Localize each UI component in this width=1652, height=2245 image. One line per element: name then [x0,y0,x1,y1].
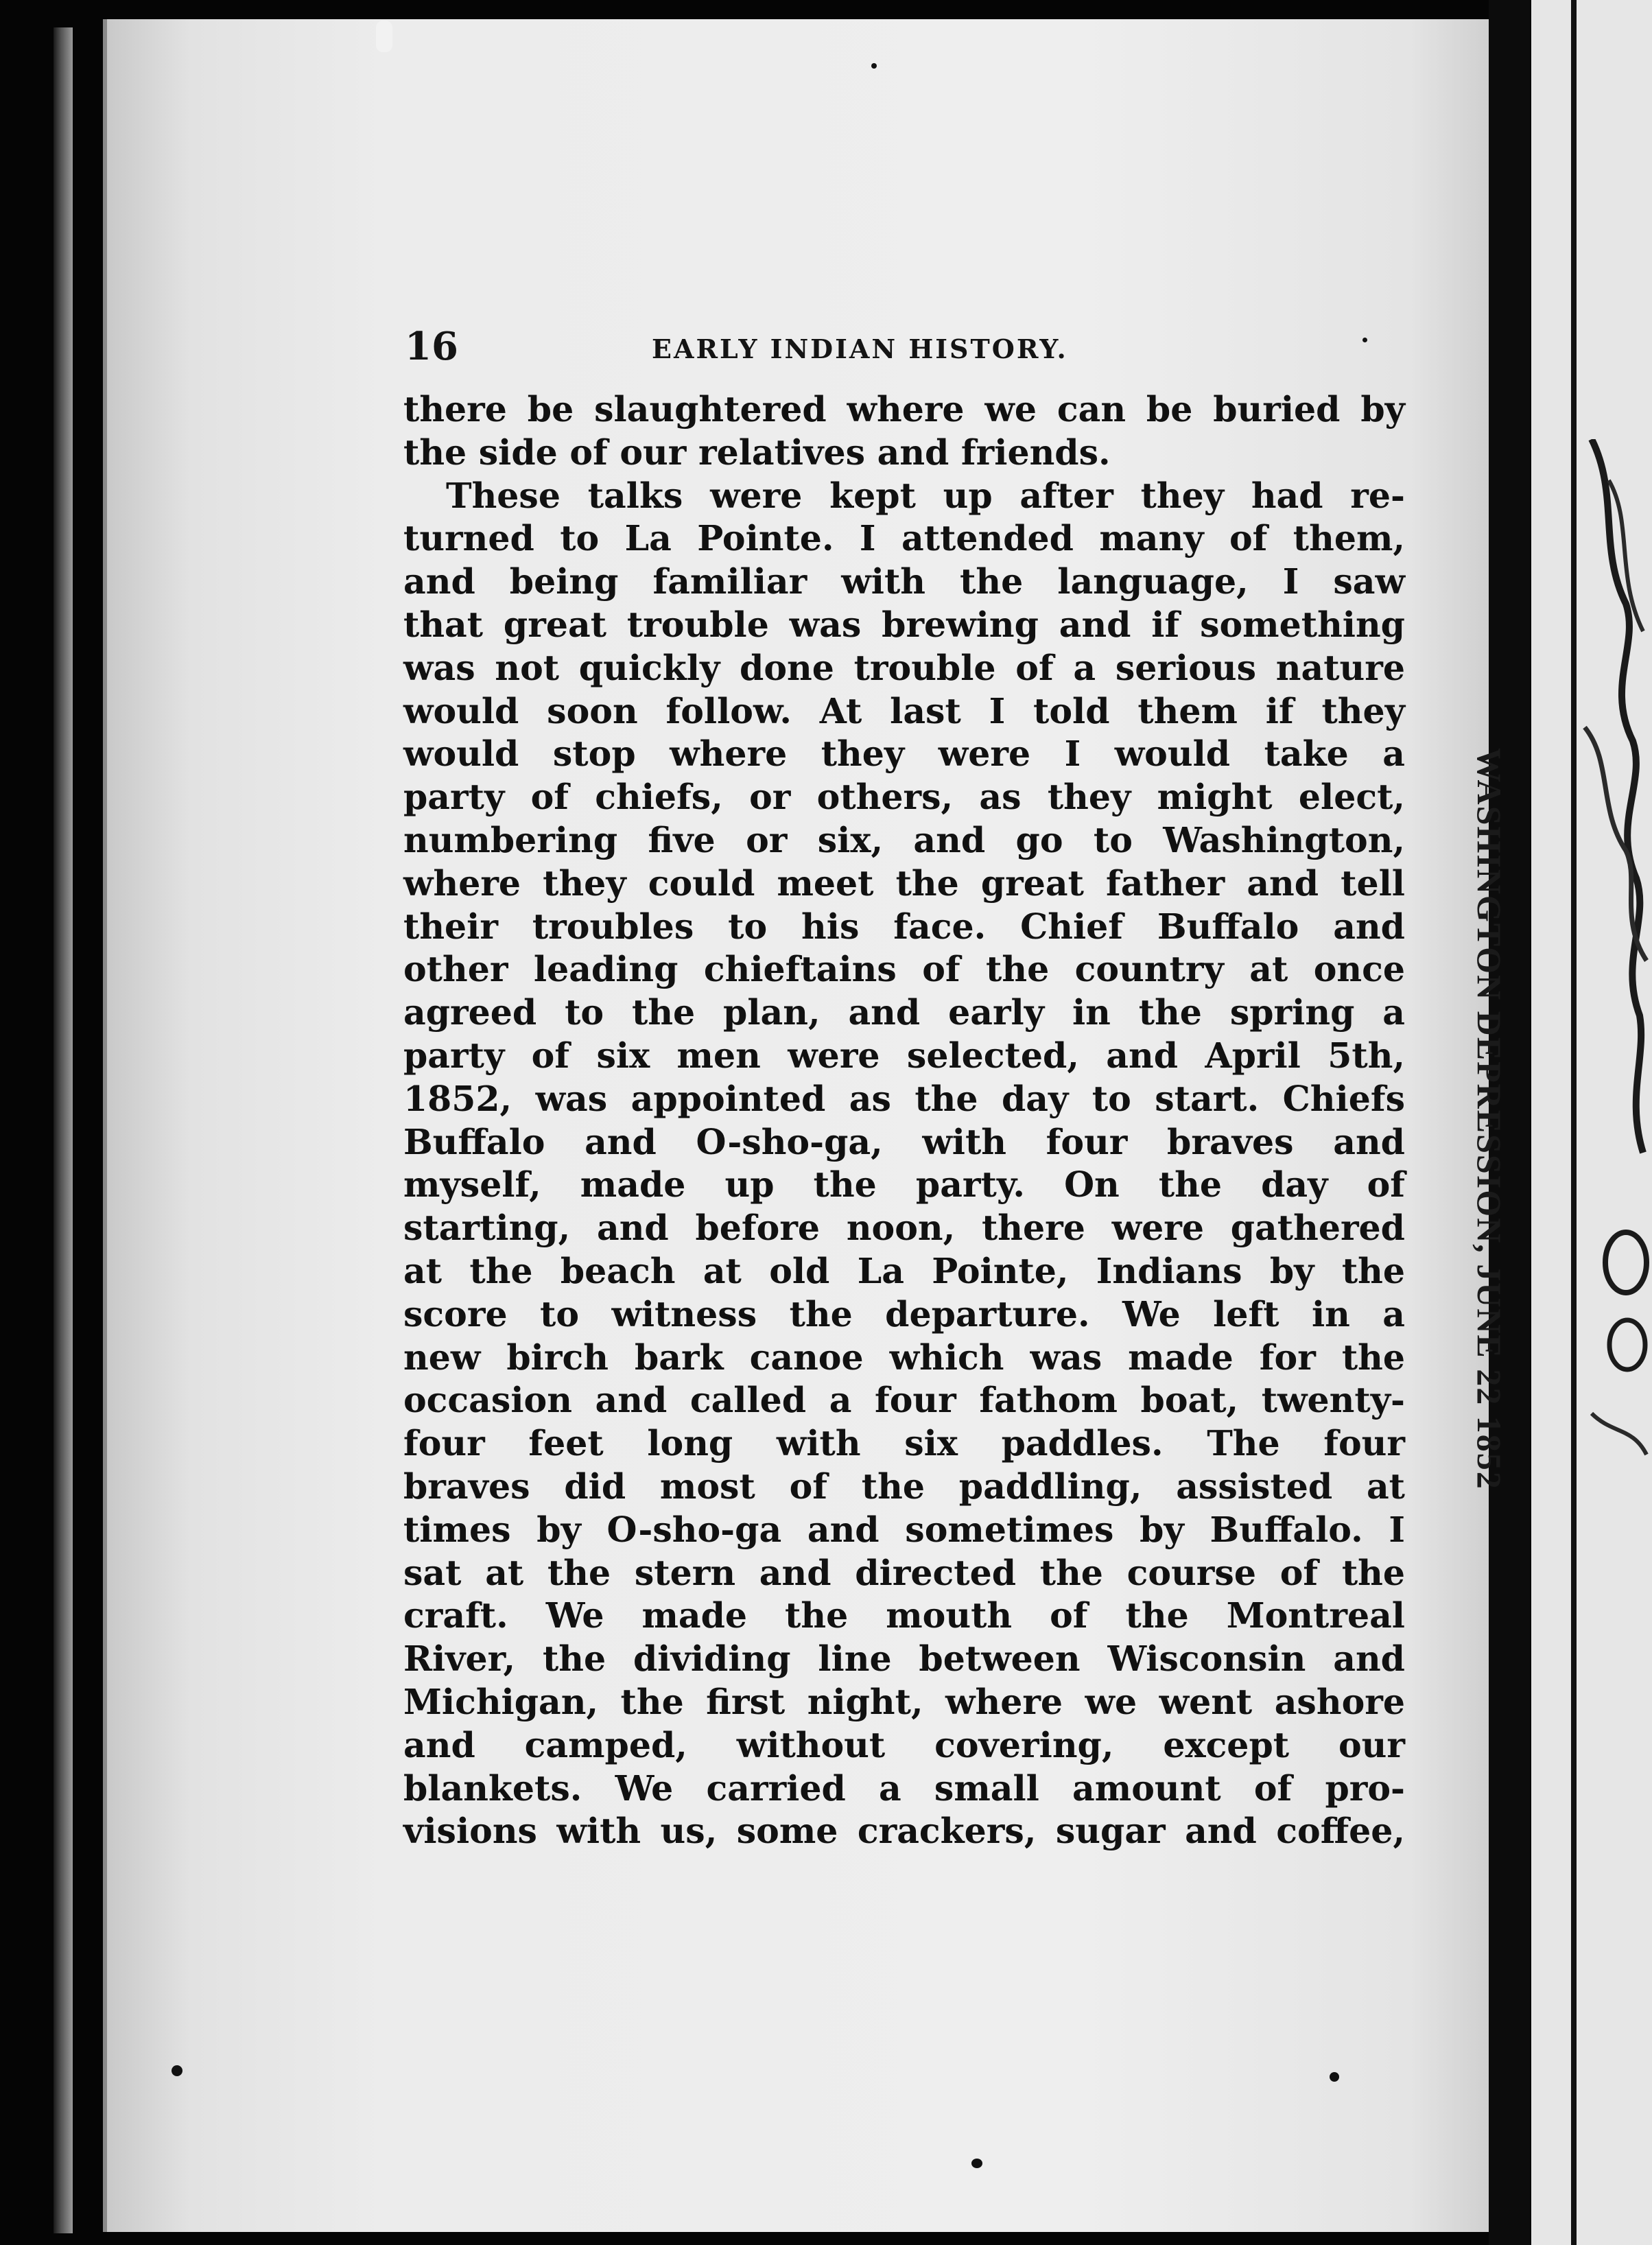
text-line: and camped, without covering, except our [403,1724,1405,1765]
print-speck [1362,338,1367,342]
text-line: occasion and called a four fathom boat, twenty- [403,1380,1405,1421]
text-line: would stop where they were I would take a [403,733,1405,775]
text-line: new birch bark canoe which was made for the [403,1337,1405,1378]
text-line: at the beach at old La Pointe, Indians by the [403,1250,1405,1291]
text-line: blankets. We carried a small amount of pro- [403,1767,1405,1809]
text-line: party of chiefs, or others, as they might elect, [403,777,1405,818]
adjacent-page-rule [1571,0,1577,2245]
text-line: the side of our relatives and friends. [403,432,1111,473]
text-line: These talks were kept up after they had re- [446,475,1405,516]
text-line: their troubles to his face. Chief Buffalo and [403,906,1405,947]
text-line: party of six men were selected, and April 5th, [403,1035,1405,1076]
text-line: that great trouble was brewing and if something [403,604,1405,645]
text-line: numbering five or six, and go to Washington, [403,819,1405,860]
adjacent-page-illustration [1578,439,1652,1509]
text-line: sat at the stern and directed the course of the [403,1552,1405,1593]
text-line: where they could meet the great father and tell [403,862,1405,904]
print-speck [172,2065,182,2076]
page-header [405,324,1406,372]
print-speck [1330,2072,1339,2082]
print-speck [871,63,877,69]
book-edge-shadow [54,27,73,2233]
text-line: Buffalo and O-sho-ga, with four braves and [403,1121,1405,1162]
text-line: would soon follow. At last I told them if they [403,690,1405,731]
text-line: 1852, was appointed as the day to start. Chiefs [403,1078,1405,1119]
text-line: Michigan, the first night, where we went ashore [403,1681,1405,1722]
text-line: turned to La Pointe. I attended many of them, [403,518,1405,559]
print-speck [376,21,392,52]
text-line: was not quickly done trouble of a serious nature [403,647,1405,688]
text-line: times by O-sho-ga and sometimes by Buffalo. I [403,1509,1405,1550]
text-line: River, the dividing line between Wisconsin and [403,1638,1405,1680]
text-line: braves did most of the paddling, assisted at [403,1466,1405,1507]
body-text [403,388,1405,1853]
text-line: starting, and before noon, there were gathered [403,1208,1405,1249]
text-line: four feet long with six paddles. The four [403,1423,1405,1464]
adjacent-page-caption: WASHINGTON DEPRESSION, JUNE 22 1852 [1470,748,1509,1490]
running-title: EARLY INDIAN HISTORY. [652,333,1068,364]
text-line: myself, made up the party. On the day of [403,1164,1405,1206]
page-number: 16 [405,324,458,369]
text-line: visions with us, some crackers, sugar and coffee, [403,1811,1405,1852]
text-line: score to witness the departure. We left in a [403,1293,1405,1335]
text-line: there be slaughtered where we can be buried by [403,389,1405,430]
text-line: and being familiar with the language, I saw [403,561,1405,602]
text-line: craft. We made the mouth of the Montreal [403,1595,1405,1636]
text-line: agreed to the plan, and early in the spring a [403,992,1405,1033]
print-speck [971,2159,982,2168]
text-line: other leading chieftains of the country at once [403,949,1405,990]
